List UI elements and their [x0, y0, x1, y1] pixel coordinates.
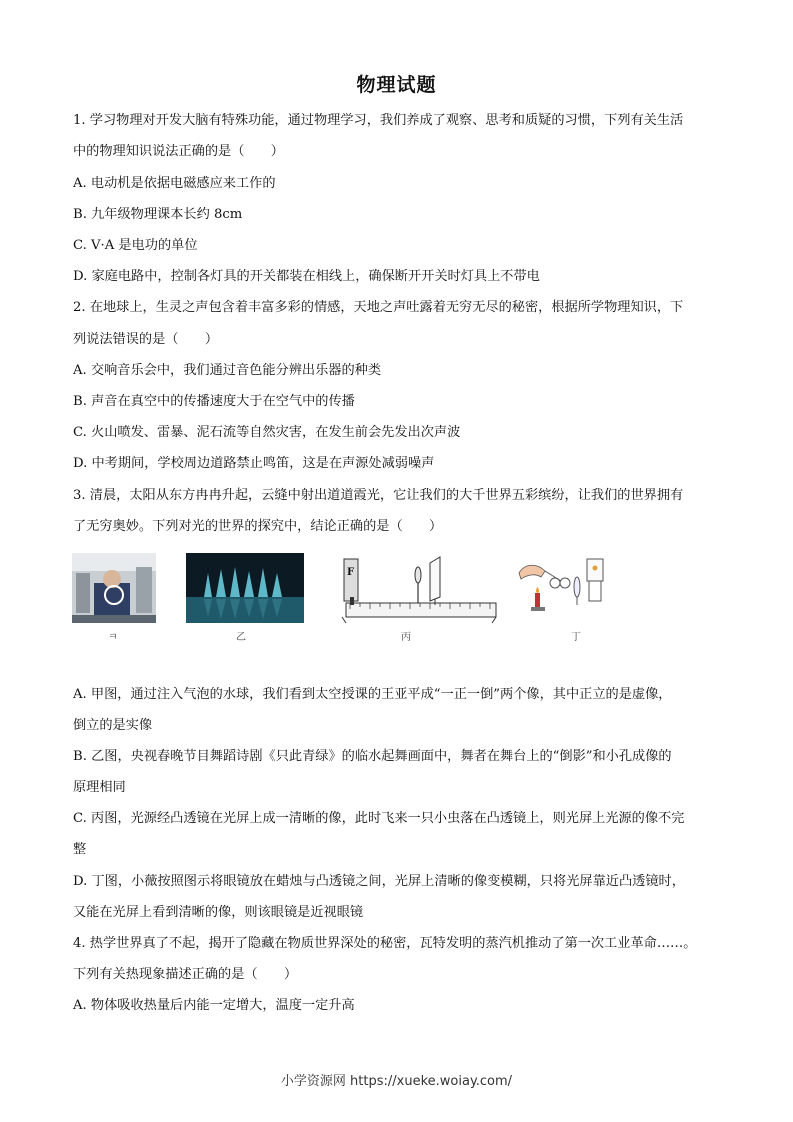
q4-stem-line-2: 下列有关热现象描述正确的是（ ） — [73, 967, 298, 982]
q2-stem-line-1: 2. 在地球上，生灵之声包含着丰富多彩的情感，天地之声吐露着无穷无尽的秘密，根据所学物理知识，下 — [73, 300, 684, 315]
q2-option-d: D. 中考期间，学校周边道路禁止鸣笛，这是在声源处减弱噪声 — [73, 456, 435, 471]
figure-yi-caption: 乙 — [236, 632, 246, 643]
q3-stem-line-1: 3. 清晨，太阳从东方冉冉升起，云缝中射出道道霞光，它让我们的大千世界五彩缤纷，让我们的世界拥有 — [73, 488, 684, 503]
q3-stem-line-2: 了无穷奥妙。下列对光的世界的探究中，结论正确的是（ ） — [73, 519, 443, 534]
figure-ding-apparatus — [515, 553, 611, 621]
q3-option-a-line-1: A. 甲图，通过注入气泡的水球，我们看到太空授课的王亚平成“一正一倒”两个像，其中正立的是虚像， — [73, 687, 672, 702]
figure-jia-photo — [72, 553, 156, 623]
q3-option-d-line-2: 又能在光屏上看到清晰的像，则该眼镜是近视眼镜 — [73, 905, 364, 920]
figure-ding-caption: 丁 — [571, 632, 581, 643]
q1-stem-line-1: 1. 学习物理对开发大脑有特殊功能，通过物理学习，我们养成了观察、思考和质疑的习惯，下列有关生活 — [73, 113, 684, 128]
q3-option-c-line-2: 整 — [73, 842, 87, 857]
q3-option-a-line-2: 倒立的是实像 — [73, 718, 153, 733]
q2-option-b: B. 声音在真空中的传播速度大于在空气中的传播 — [73, 394, 355, 409]
q1-option-d: D. 家庭电路中，控制各灯具的开关都装在相线上，确保断开开关时灯具上不带电 — [73, 269, 540, 284]
q3-option-b-line-1: B. 乙图，央视春晚节目舞蹈诗剧《只此青绿》的临水起舞画面中，舞者在舞台上的“倒影”和小孔成像的 — [73, 749, 672, 764]
q3-option-c-line-1: C. 丙图，光源经凸透镜在光屏上成一清晰的像，此时飞来一只小虫落在凸透镜上，则光屏上光源的像不完 — [73, 811, 685, 826]
q4-option-a: A. 物体吸收热量后内能一定增大，温度一定升高 — [73, 998, 355, 1013]
q2-option-a: A. 交响音乐会中，我们通过音色能分辨出乐器的种类 — [73, 363, 382, 378]
q1-option-b: B. 九年级物理课本长约 8cm — [73, 207, 243, 222]
footer-source: 小学资源网 https://xueke.woiay.com/ — [280, 1074, 513, 1089]
q4-stem-line-1: 4. 热学世界真了不起，揭开了隐藏在物质世界深处的秘密，瓦特发明的蒸汽机推动了第一次工业革命……。 — [73, 936, 697, 951]
page-title: 物理试题 — [356, 74, 437, 96]
q1-option-a: A. 电动机是依据电磁感应来工作的 — [73, 176, 276, 191]
q2-stem-line-2: 列说法错误的是（ ） — [73, 332, 219, 347]
q2-option-c: C. 火山喷发、雷暴、泥石流等自然灾害，在发生前会先发出次声波 — [73, 425, 461, 440]
q3-option-b-line-2: 原理相同 — [73, 780, 126, 795]
q3-option-d-line-1: D. 丁图，小薇按照图示将眼镜放在蜡烛与凸透镜之间，光屏上清晰的像变模糊，只将光屏靠近凸透镜时， — [73, 874, 685, 889]
figure-jia-caption: ㅋ — [108, 632, 118, 643]
figure-bing-caption: 丙 — [401, 632, 411, 643]
figure-yi-photo — [186, 553, 304, 623]
q1-option-c: C. V·A 是电功的单位 — [73, 238, 198, 253]
figure-bing-f-label: F — [347, 567, 355, 578]
q1-stem-line-2: 中的物理知识说法正确的是（ ） — [73, 144, 284, 159]
figure-bing-optical-bench — [338, 553, 498, 625]
